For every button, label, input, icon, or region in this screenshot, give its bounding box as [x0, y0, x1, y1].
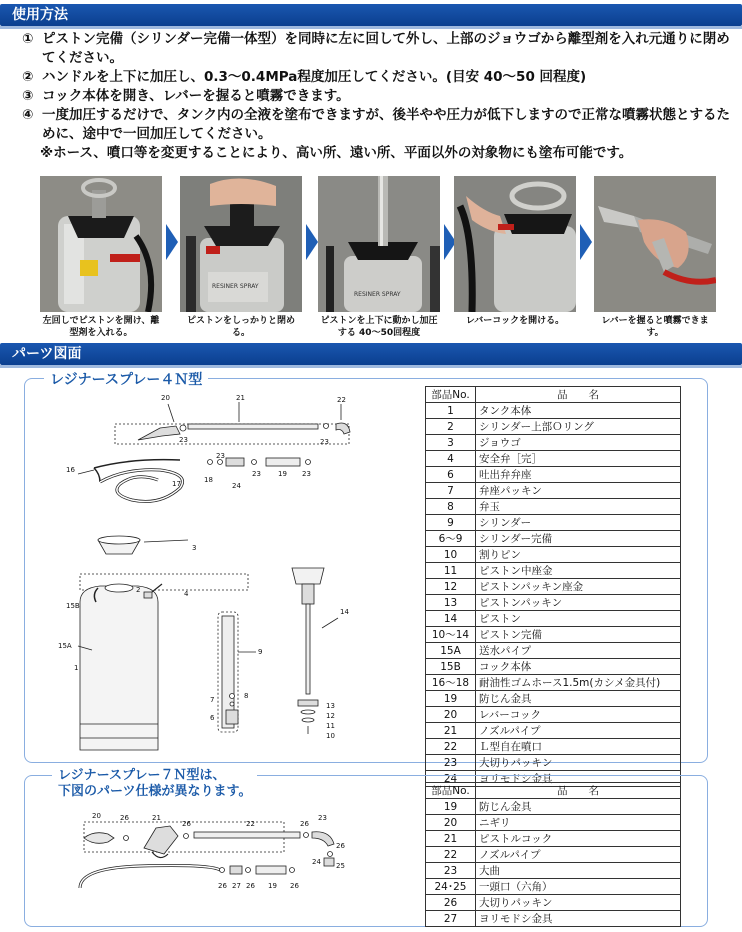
- part-no: 3: [426, 435, 476, 451]
- table-row: [426, 547, 681, 563]
- callout-label: 27: [232, 882, 241, 890]
- model-7n-title-line2: 下図のパーツ仕様が異なります。: [58, 784, 252, 799]
- part-name: 耐油性ゴムホース1.5m(カシメ金具付): [476, 675, 681, 691]
- photo-caption: 左回しでピストンを開け、離型剤を入れる。: [42, 316, 160, 338]
- model-4n-title: レジナースプレー４Ｎ型: [44, 369, 208, 389]
- part-name: ヨリモドシ金具: [476, 771, 681, 787]
- step-number: ②: [22, 69, 34, 85]
- part-name: ジョウゴ: [476, 435, 681, 451]
- callout-label: 10: [326, 732, 335, 740]
- part-no: 4: [426, 451, 476, 467]
- step-arrow-icon: [166, 224, 178, 260]
- table-header-row: [426, 783, 681, 799]
- part-name: ノズルパイプ: [476, 723, 681, 739]
- part-name: シリンダー完備: [476, 531, 681, 547]
- part-name: ノズルパイプ: [476, 847, 681, 863]
- part-name: コック本体: [476, 659, 681, 675]
- part-name: レバーコック: [476, 707, 681, 723]
- column-header-name: 品 名: [476, 387, 681, 403]
- table-row: [426, 847, 681, 863]
- step-4: [22, 106, 737, 144]
- callout-label: 22: [337, 396, 346, 404]
- callout-label: 16: [66, 466, 75, 474]
- callout-label: 4: [184, 590, 189, 598]
- callout-label: 15B: [66, 602, 80, 610]
- callout-label: 7: [210, 696, 215, 704]
- part-no: 12: [426, 579, 476, 595]
- callout-label: 26: [182, 820, 191, 828]
- part-name: 弁座パッキン: [476, 483, 681, 499]
- step-number: ③: [22, 88, 34, 104]
- part-no: 27: [426, 911, 476, 927]
- part-no: 20: [426, 707, 476, 723]
- table-row: [426, 643, 681, 659]
- usage-heading-bar: [0, 4, 742, 26]
- callout-label: 9: [258, 648, 263, 656]
- table-row: [426, 515, 681, 531]
- column-header-no: 部品No.: [426, 387, 476, 403]
- part-name: 一頭口（六角）: [476, 879, 681, 895]
- part-no: 23: [426, 755, 476, 771]
- callout-label: 26: [290, 882, 299, 890]
- part-name: ピストン中座金: [476, 563, 681, 579]
- part-no: 1: [426, 403, 476, 419]
- table-row: [426, 755, 681, 771]
- model-4n-parts-table: [425, 386, 681, 787]
- table-row: [426, 691, 681, 707]
- step-text: ピストン完備（シリンダー完備一体型）を同時に左に回して外し、上部のジョウゴから離型剤を入れ元通りに閉めてください。: [42, 31, 730, 66]
- svg-text:RESINER SPRAY: RESINER SPRAY: [212, 283, 259, 290]
- model-4n-parts-diagram: [40, 388, 400, 760]
- table-row: [426, 707, 681, 723]
- model-7n-parts-diagram: [60, 808, 390, 908]
- model-7n-title-line1: レジナースプレー７Ｎ型は、: [58, 768, 226, 783]
- callout-label: 20: [161, 394, 170, 402]
- table-row: [426, 611, 681, 627]
- table-row: [426, 895, 681, 911]
- parts-heading-bar: [0, 343, 742, 365]
- table-row: [426, 419, 681, 435]
- callout-label: 23: [318, 814, 327, 822]
- part-name: 防じん金具: [476, 691, 681, 707]
- callout-label: 22: [246, 820, 255, 828]
- callout-label: 15A: [58, 642, 72, 650]
- table-row: [426, 451, 681, 467]
- part-name: 大切りパッキン: [476, 755, 681, 771]
- photo-pump-piston: [318, 176, 440, 312]
- table-row: [426, 863, 681, 879]
- part-no: 15B: [426, 659, 476, 675]
- column-header-no: 部品No.: [426, 783, 476, 799]
- model-7n-parts-table: [425, 782, 681, 927]
- part-name: ピストルコック: [476, 831, 681, 847]
- usage-steps: [22, 30, 737, 163]
- photo-step-1: [40, 176, 162, 339]
- table-row: [426, 879, 681, 895]
- photo-caption: レバーコックを開ける。: [465, 316, 565, 326]
- table-row: [426, 403, 681, 419]
- callout-label: 24: [232, 482, 241, 490]
- table-row: [426, 659, 681, 675]
- table-row: [426, 483, 681, 499]
- part-name: 大曲: [476, 863, 681, 879]
- callout-label: 21: [152, 814, 161, 822]
- part-no: 15A: [426, 643, 476, 659]
- table-row: [426, 831, 681, 847]
- part-name: 送水パイプ: [476, 643, 681, 659]
- step-1: [22, 30, 737, 68]
- photo-step-5: [594, 176, 716, 339]
- step-arrow-icon: [306, 224, 318, 260]
- table-row: [426, 563, 681, 579]
- table-row: [426, 499, 681, 515]
- table-row: [426, 815, 681, 831]
- callout-label: 26: [336, 842, 345, 850]
- callout-label: 20: [92, 812, 101, 820]
- part-name: 割りピン: [476, 547, 681, 563]
- model-7n-title: [52, 768, 257, 800]
- part-no: 2: [426, 419, 476, 435]
- callout-label: 3: [192, 544, 197, 552]
- part-name: 防じん金具: [476, 799, 681, 815]
- part-no: 6〜9: [426, 531, 476, 547]
- usage-photo-row: [40, 176, 720, 342]
- part-no: 23: [426, 863, 476, 879]
- part-no: 22: [426, 739, 476, 755]
- usage-note: ※ホース、噴口等を変更することにより、高い所、遠い所、平面以外の対象物にも塗布可能です。: [40, 145, 633, 161]
- callout-label: 14: [340, 608, 349, 616]
- callout-label: 23: [179, 436, 188, 444]
- callout-label: 6: [210, 714, 215, 722]
- callout-label: 26: [218, 882, 227, 890]
- step-text: 一度加圧するだけで、タンク内の全液を塗布できますが、後半やや圧力が低下しますので正常な噴霧状態とするために、途中で一回加圧してください。: [42, 107, 730, 142]
- part-no: 19: [426, 799, 476, 815]
- step-text: コック本体を開き、レバーを握ると噴霧できます。: [42, 88, 350, 104]
- part-no: 13: [426, 595, 476, 611]
- part-no: 10〜14: [426, 627, 476, 643]
- step-2: [22, 68, 737, 87]
- photo-step-3: [318, 176, 440, 339]
- column-header-name: 品 名: [476, 783, 681, 799]
- callout-label: 25: [336, 862, 345, 870]
- part-no: 24･25: [426, 879, 476, 895]
- step-number: ④: [22, 107, 34, 123]
- part-name: ヨリモドシ金具: [476, 911, 681, 927]
- callout-label: 2: [136, 586, 141, 594]
- part-no: 9: [426, 515, 476, 531]
- photo-spray: [594, 176, 716, 312]
- part-name: ピストンパッキン: [476, 595, 681, 611]
- part-no: 19: [426, 691, 476, 707]
- step-3: [22, 87, 737, 106]
- part-no: 16〜18: [426, 675, 476, 691]
- photo-close-piston: [180, 176, 302, 312]
- photo-caption: ピストンを上下に動かし加圧する 40〜50回程度: [320, 316, 438, 338]
- part-name: シリンダー上部Ｏリング: [476, 419, 681, 435]
- table-row: [426, 799, 681, 815]
- callout-label: 26: [300, 820, 309, 828]
- usage-heading: 使用方法: [12, 7, 68, 23]
- part-name: ニギリ: [476, 815, 681, 831]
- callout-label: 26: [120, 814, 129, 822]
- callout-label: 1: [74, 664, 79, 672]
- table-row: [426, 739, 681, 755]
- parts-heading: パーツ図面: [12, 346, 82, 362]
- photo-open-lever-cock: [454, 176, 576, 312]
- callout-label: 26: [246, 882, 255, 890]
- part-no: 24: [426, 771, 476, 787]
- photo-step-4: [454, 176, 576, 327]
- table-row: [426, 531, 681, 547]
- step-number: ①: [22, 31, 34, 47]
- part-name: ピストン完備: [476, 627, 681, 643]
- table-row: [426, 675, 681, 691]
- part-no: 6: [426, 467, 476, 483]
- part-no: 20: [426, 815, 476, 831]
- callout-label: 19: [268, 882, 277, 890]
- part-name: ピストン: [476, 611, 681, 627]
- photo-caption: ピストンをしっかりと閉める。: [186, 316, 295, 338]
- photo-step-2: [180, 176, 302, 339]
- callout-label: 12: [326, 712, 335, 720]
- callout-label: 11: [326, 722, 335, 730]
- svg-text:RESINER SPRAY: RESINER SPRAY: [354, 291, 401, 298]
- part-no: 10: [426, 547, 476, 563]
- table-row: [426, 595, 681, 611]
- part-name: シリンダー: [476, 515, 681, 531]
- callout-label: 17: [172, 480, 181, 488]
- table-header-row: [426, 387, 681, 403]
- part-name: Ｌ型自在噴口: [476, 739, 681, 755]
- table-row: [426, 911, 681, 927]
- part-name: 安全弁［完］: [476, 451, 681, 467]
- part-no: 11: [426, 563, 476, 579]
- callout-label: 21: [236, 394, 245, 402]
- part-no: 22: [426, 847, 476, 863]
- callout-label: 18: [204, 476, 213, 484]
- callout-label: 19: [278, 470, 287, 478]
- part-name: タンク本体: [476, 403, 681, 419]
- callout-label: 8: [244, 692, 249, 700]
- part-no: 8: [426, 499, 476, 515]
- photo-caption: レバーを握ると噴霧できます。: [601, 316, 709, 338]
- table-row: [426, 627, 681, 643]
- callout-label: 13: [326, 702, 335, 710]
- callout-label: 24: [312, 858, 321, 866]
- callout-label: 23: [320, 438, 329, 446]
- callout-label: 23: [216, 452, 225, 460]
- part-no: 21: [426, 723, 476, 739]
- callout-label: 23: [252, 470, 261, 478]
- part-name: ピストンパッキン座金: [476, 579, 681, 595]
- table-row: [426, 723, 681, 739]
- callout-label: 23: [302, 470, 311, 478]
- part-no: 21: [426, 831, 476, 847]
- part-name: 弁玉: [476, 499, 681, 515]
- part-name: 吐出弁弁座: [476, 467, 681, 483]
- step-text: ハンドルを上下に加圧し、0.3〜0.4MPa程度加圧してください。(目安 40〜50 回程度): [42, 69, 587, 85]
- table-row: [426, 435, 681, 451]
- photo-open-piston: [40, 176, 162, 312]
- part-no: 26: [426, 895, 476, 911]
- table-row: [426, 467, 681, 483]
- part-name: 大切りパッキン: [476, 895, 681, 911]
- step-arrow-icon: [580, 224, 592, 260]
- part-no: 7: [426, 483, 476, 499]
- table-row: [426, 579, 681, 595]
- part-no: 14: [426, 611, 476, 627]
